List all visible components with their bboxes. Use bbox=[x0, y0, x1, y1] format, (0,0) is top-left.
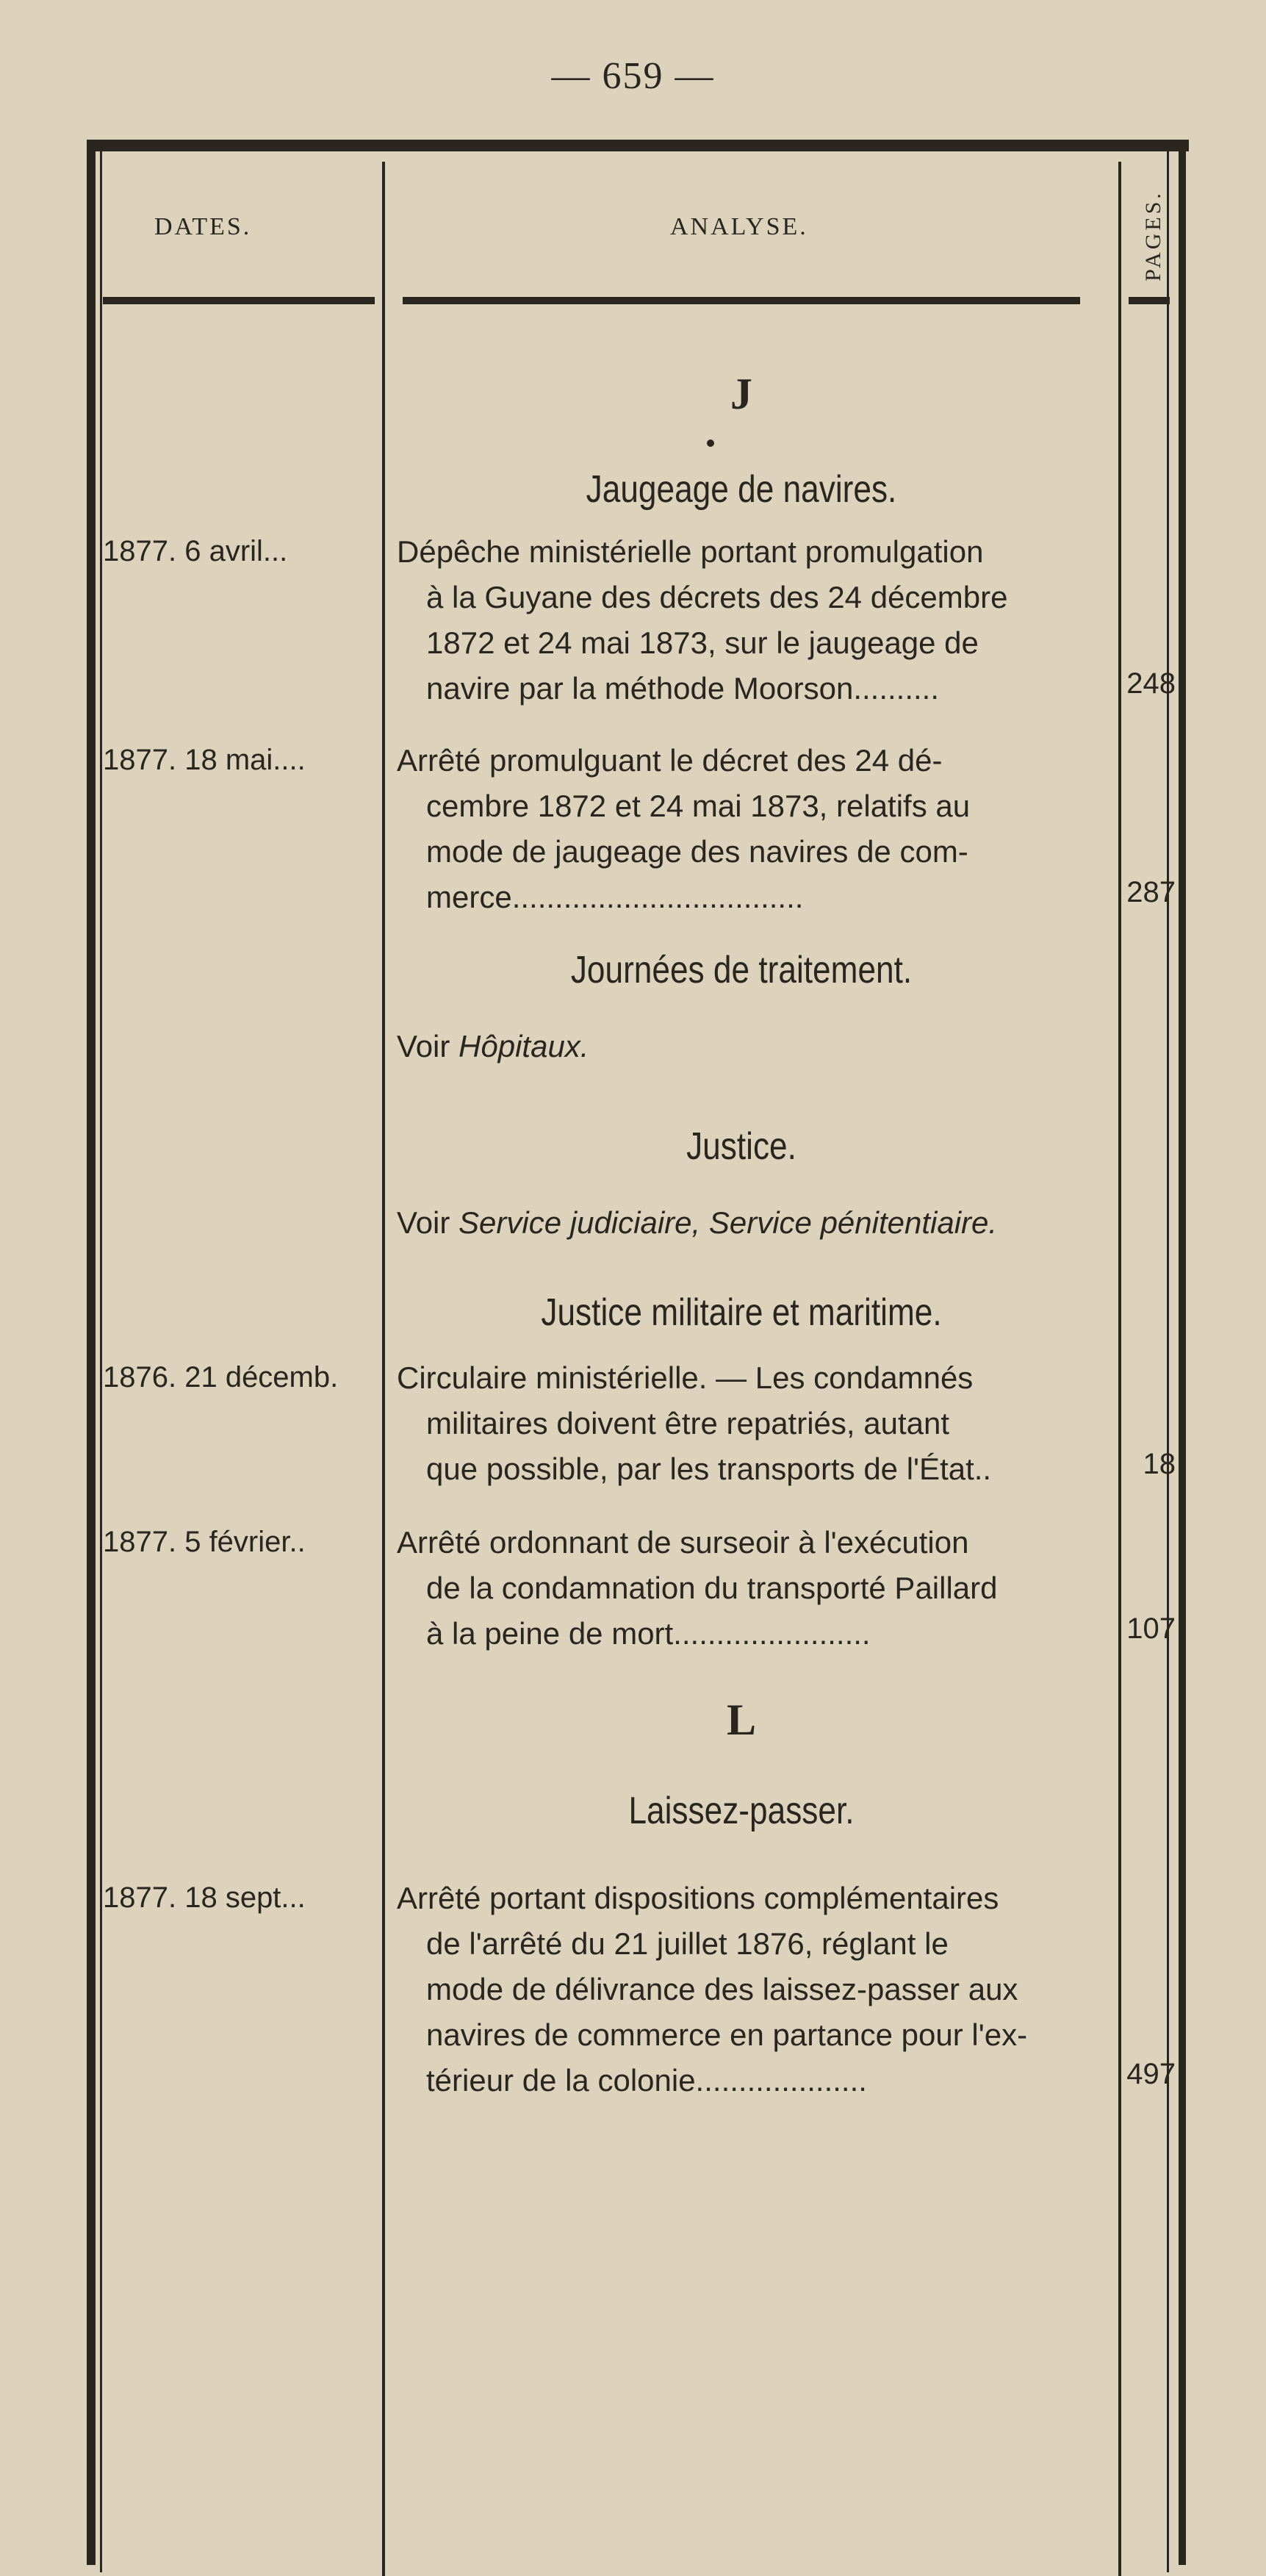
column-divider-pages bbox=[1118, 162, 1121, 2576]
column-header-pages-label: PAGES. bbox=[1141, 190, 1165, 281]
entry-analysis bbox=[397, 1520, 1102, 1657]
section-title-laissez-passer: Laissez-passer. bbox=[628, 1790, 855, 1832]
see-reference bbox=[397, 1205, 1102, 1241]
entry-analysis bbox=[397, 529, 1102, 711]
entry-line: Arrêté ordonnant de surseoir à l'exécution bbox=[397, 1525, 969, 1560]
entry-analysis bbox=[397, 1355, 1102, 1492]
entry-line: Arrêté portant dispositions complémentaires bbox=[397, 1881, 999, 1915]
section-title-journees: Journées de traitement. bbox=[570, 949, 913, 991]
entry-line: Arrêté promulguant le décret des 24 dé- bbox=[397, 743, 943, 778]
see-target: Hôpitaux. bbox=[458, 1029, 589, 1063]
see-label: Voir bbox=[397, 1205, 450, 1240]
entry-page: 107 bbox=[1126, 1612, 1176, 1645]
entry-date: 1876. 21 décemb. bbox=[103, 1361, 339, 1393]
entry-line: à la peine de mort....................... bbox=[426, 1616, 871, 1651]
entry-date: 1877. 6 avril... bbox=[103, 535, 288, 567]
entry-line: de la condamnation du transporté Paillard bbox=[426, 1571, 998, 1605]
entry-line: mode de jaugeage des navires de com- bbox=[426, 834, 968, 869]
entry-line: de l'arrêté du 21 juillet 1876, réglant le bbox=[426, 1926, 949, 1961]
top-border bbox=[87, 140, 1189, 151]
entry-line: mode de délivrance des laissez-passer aux bbox=[426, 1972, 1018, 2006]
entry-line: 1872 et 24 mai 1873, sur le jaugeage de bbox=[426, 625, 979, 660]
section-title-jaugeage: Jaugeage de navires. bbox=[586, 468, 897, 511]
section-title-justice-militaire: Justice militaire et maritime. bbox=[541, 1291, 942, 1334]
entry-date: 1877. 18 sept... bbox=[103, 1881, 306, 1914]
entry-page: 497 bbox=[1126, 2058, 1176, 2090]
entry-page: 248 bbox=[1126, 667, 1176, 700]
section-title-justice: Justice. bbox=[686, 1125, 796, 1168]
entry-line: térieur de la colonie.................... bbox=[426, 2063, 867, 2098]
see-reference bbox=[397, 1029, 1102, 1064]
entry-line: militaires doivent être repatriés, autant bbox=[426, 1406, 950, 1441]
header-rule-analyse bbox=[403, 297, 1080, 304]
column-header-dates: DATES. bbox=[154, 213, 252, 240]
right-inner-border bbox=[1167, 147, 1169, 2572]
section-letter-j: J bbox=[730, 370, 752, 418]
entry-line: Circulaire ministérielle. — Les condamnés bbox=[397, 1360, 974, 1395]
entry-page: 18 bbox=[1143, 1448, 1176, 1480]
entry-line: cembre 1872 et 24 mai 1873, relatifs au bbox=[426, 789, 971, 823]
column-header-pages bbox=[1132, 173, 1176, 298]
section-letter-l: L bbox=[726, 1696, 757, 1744]
entry-date: 1877. 5 février.. bbox=[103, 1526, 306, 1558]
right-border bbox=[1179, 140, 1186, 2565]
entry-line: à la Guyane des décrets des 24 décembre bbox=[426, 580, 1008, 614]
entry-page: 287 bbox=[1126, 876, 1176, 908]
ornament-dot bbox=[707, 440, 714, 447]
entry-date: 1877. 18 mai.... bbox=[103, 744, 306, 776]
entry-line: Dépêche ministérielle portant promulgation bbox=[397, 534, 984, 569]
entry-line: navire par la méthode Moorson.......... bbox=[426, 671, 940, 706]
entry-line: navires de commerce en partance pour l'ex- bbox=[426, 2017, 1028, 2052]
see-label: Voir bbox=[397, 1029, 450, 1063]
column-header-analyse: ANALYSE. bbox=[670, 213, 808, 240]
left-inner-border bbox=[100, 147, 102, 2572]
entry-analysis bbox=[397, 738, 1102, 920]
header-rule-dates bbox=[103, 297, 375, 304]
see-target: Service judiciaire, Service pénitentiaire. bbox=[458, 1205, 998, 1240]
page-number: — 659 — bbox=[551, 55, 715, 97]
entry-analysis bbox=[397, 1876, 1102, 2103]
column-divider-dates bbox=[382, 162, 385, 2576]
entry-line: que possible, par les transports de l'État.. bbox=[426, 1452, 992, 1486]
left-border bbox=[87, 140, 96, 2565]
entry-line: merce.................................. bbox=[426, 880, 804, 914]
